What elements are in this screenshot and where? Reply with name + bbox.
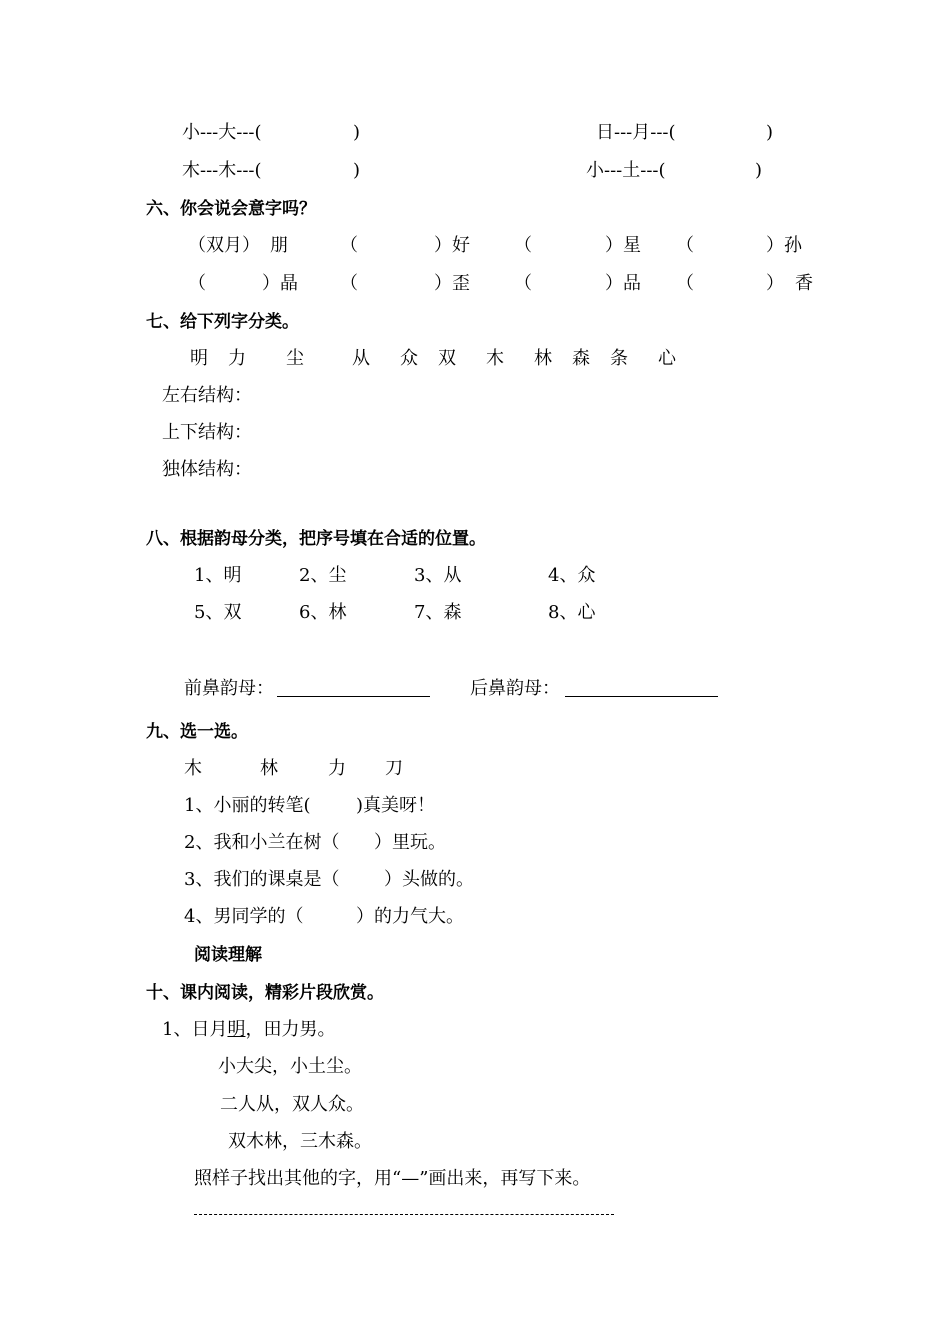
s6-r1-c3: ）好 (434, 235, 470, 256)
s9-q3-b: ）头做的。 (384, 869, 474, 890)
s5-r2-right: 小---土---( (586, 160, 666, 181)
s8-back-nasal-label: 后鼻韵母： (470, 678, 560, 699)
s9-q1-b: )真美呀！ (356, 795, 436, 816)
s5-r2-left-close: ) (353, 160, 361, 181)
s6-r2-c0: （ (188, 273, 206, 294)
s9-q3-a: 3、我们的课桌是（ (184, 869, 340, 890)
s8-item: 7、森 (414, 602, 462, 623)
s7-label-top-bottom: 上下结构： (162, 422, 252, 443)
s7-char: 尘 (286, 348, 304, 369)
s7-char: 木 (486, 348, 504, 369)
s5-r1-left: 小---大---( (182, 122, 262, 143)
s8-item: 8、心 (548, 602, 596, 623)
s7-char: 森 (572, 348, 590, 369)
s8-item: 1、明 (194, 565, 242, 586)
s10-answer-line[interactable] (194, 1214, 614, 1215)
s5-r1-left-close: ) (353, 122, 361, 143)
s10-line4: 双木林，三木森。 (228, 1131, 372, 1152)
s9-q2-b: ）里玩。 (374, 832, 446, 853)
section7-title: 七、给下列字分类。 (146, 312, 299, 332)
section10-title: 十、课内阅读，精彩片段欣赏。 (146, 983, 384, 1003)
s8-item: 2、尘 (299, 565, 347, 586)
s6-r2-c4: （ (514, 273, 532, 294)
s8-item: 4、众 (548, 565, 596, 586)
s9-option: 木 (184, 758, 202, 779)
s9-option: 力 (328, 758, 346, 779)
s10-line3: 二人从，双人众。 (220, 1094, 364, 1115)
s6-r1-c6: （ (676, 235, 694, 256)
s5-r1-right: 日---月---( (596, 122, 676, 143)
s8-item: 3、从 (414, 565, 462, 586)
s9-q4-a: 4、男同学的（ (184, 906, 304, 927)
s7-char: 双 (438, 348, 456, 369)
s10-line2: 小大尖，小土尘。 (218, 1056, 362, 1077)
s10-line1-prefix: 1、日月 (162, 1019, 228, 1040)
s8-back-nasal-blank[interactable] (565, 696, 718, 697)
s7-label-single: 独体结构： (162, 459, 252, 480)
s10-line1-suffix: ，田力男。 (245, 1019, 336, 1040)
s7-char: 心 (658, 348, 676, 369)
s7-char: 从 (352, 348, 370, 369)
s6-r1-c1: 朋 (270, 235, 288, 256)
s7-char: 众 (400, 348, 418, 369)
s6-r2-c6: （ (676, 273, 694, 294)
s7-char: 林 (534, 348, 552, 369)
s5-r1-right-close: ) (766, 122, 774, 143)
s8-front-nasal-blank[interactable] (277, 696, 430, 697)
section6-title: 六、你会说会意字吗？ (146, 199, 316, 219)
s6-r2-c7: ） (766, 273, 784, 294)
s10-instruction: 照样子找出其他的字，用“—”画出来，再写下来。 (194, 1168, 591, 1189)
s6-r1-c4: （ (514, 235, 532, 256)
s8-item: 6、林 (299, 602, 347, 623)
s6-r1-c7: ）孙 (766, 235, 802, 256)
s9-q4-b: ）的力气大。 (356, 906, 464, 927)
section8-title: 八、根据韵母分类，把序号填在合适的位置。 (146, 529, 486, 549)
s9-q1-a: 1、小丽的转笔( (184, 795, 311, 816)
s6-r2-c5: ）品 (605, 273, 641, 294)
s8-item: 5、双 (194, 602, 242, 623)
s10-line1-underlined: 明 (227, 1019, 246, 1040)
s9-q2-a: 2、我和小兰在树（ (184, 832, 340, 853)
s7-char: 条 (610, 348, 628, 369)
s7-char: 明 (190, 348, 208, 369)
reading-heading: 阅读理解 (194, 945, 262, 965)
s7-char: 力 (228, 348, 246, 369)
s5-r2-left: 木---木---( (182, 160, 262, 181)
s6-r1-c0: （双月） (188, 235, 260, 256)
s6-r1-c5: ）星 (605, 235, 641, 256)
s6-r2-c3: ）歪 (434, 273, 470, 294)
s7-label-left-right: 左右结构： (162, 385, 252, 406)
s5-r2-right-close: ) (755, 160, 763, 181)
s6-r1-c2: （ (340, 235, 358, 256)
section9-title: 九、选一选。 (146, 722, 248, 742)
s6-r2-c1: ）晶 (262, 273, 298, 294)
s6-r2-c8: 香 (795, 273, 813, 294)
s9-option: 刀 (385, 758, 403, 779)
s9-option: 林 (260, 758, 278, 779)
s8-front-nasal-label: 前鼻韵母： (184, 678, 274, 699)
s10-line1 (162, 1019, 335, 1041)
s6-r2-c2: （ (340, 273, 358, 294)
